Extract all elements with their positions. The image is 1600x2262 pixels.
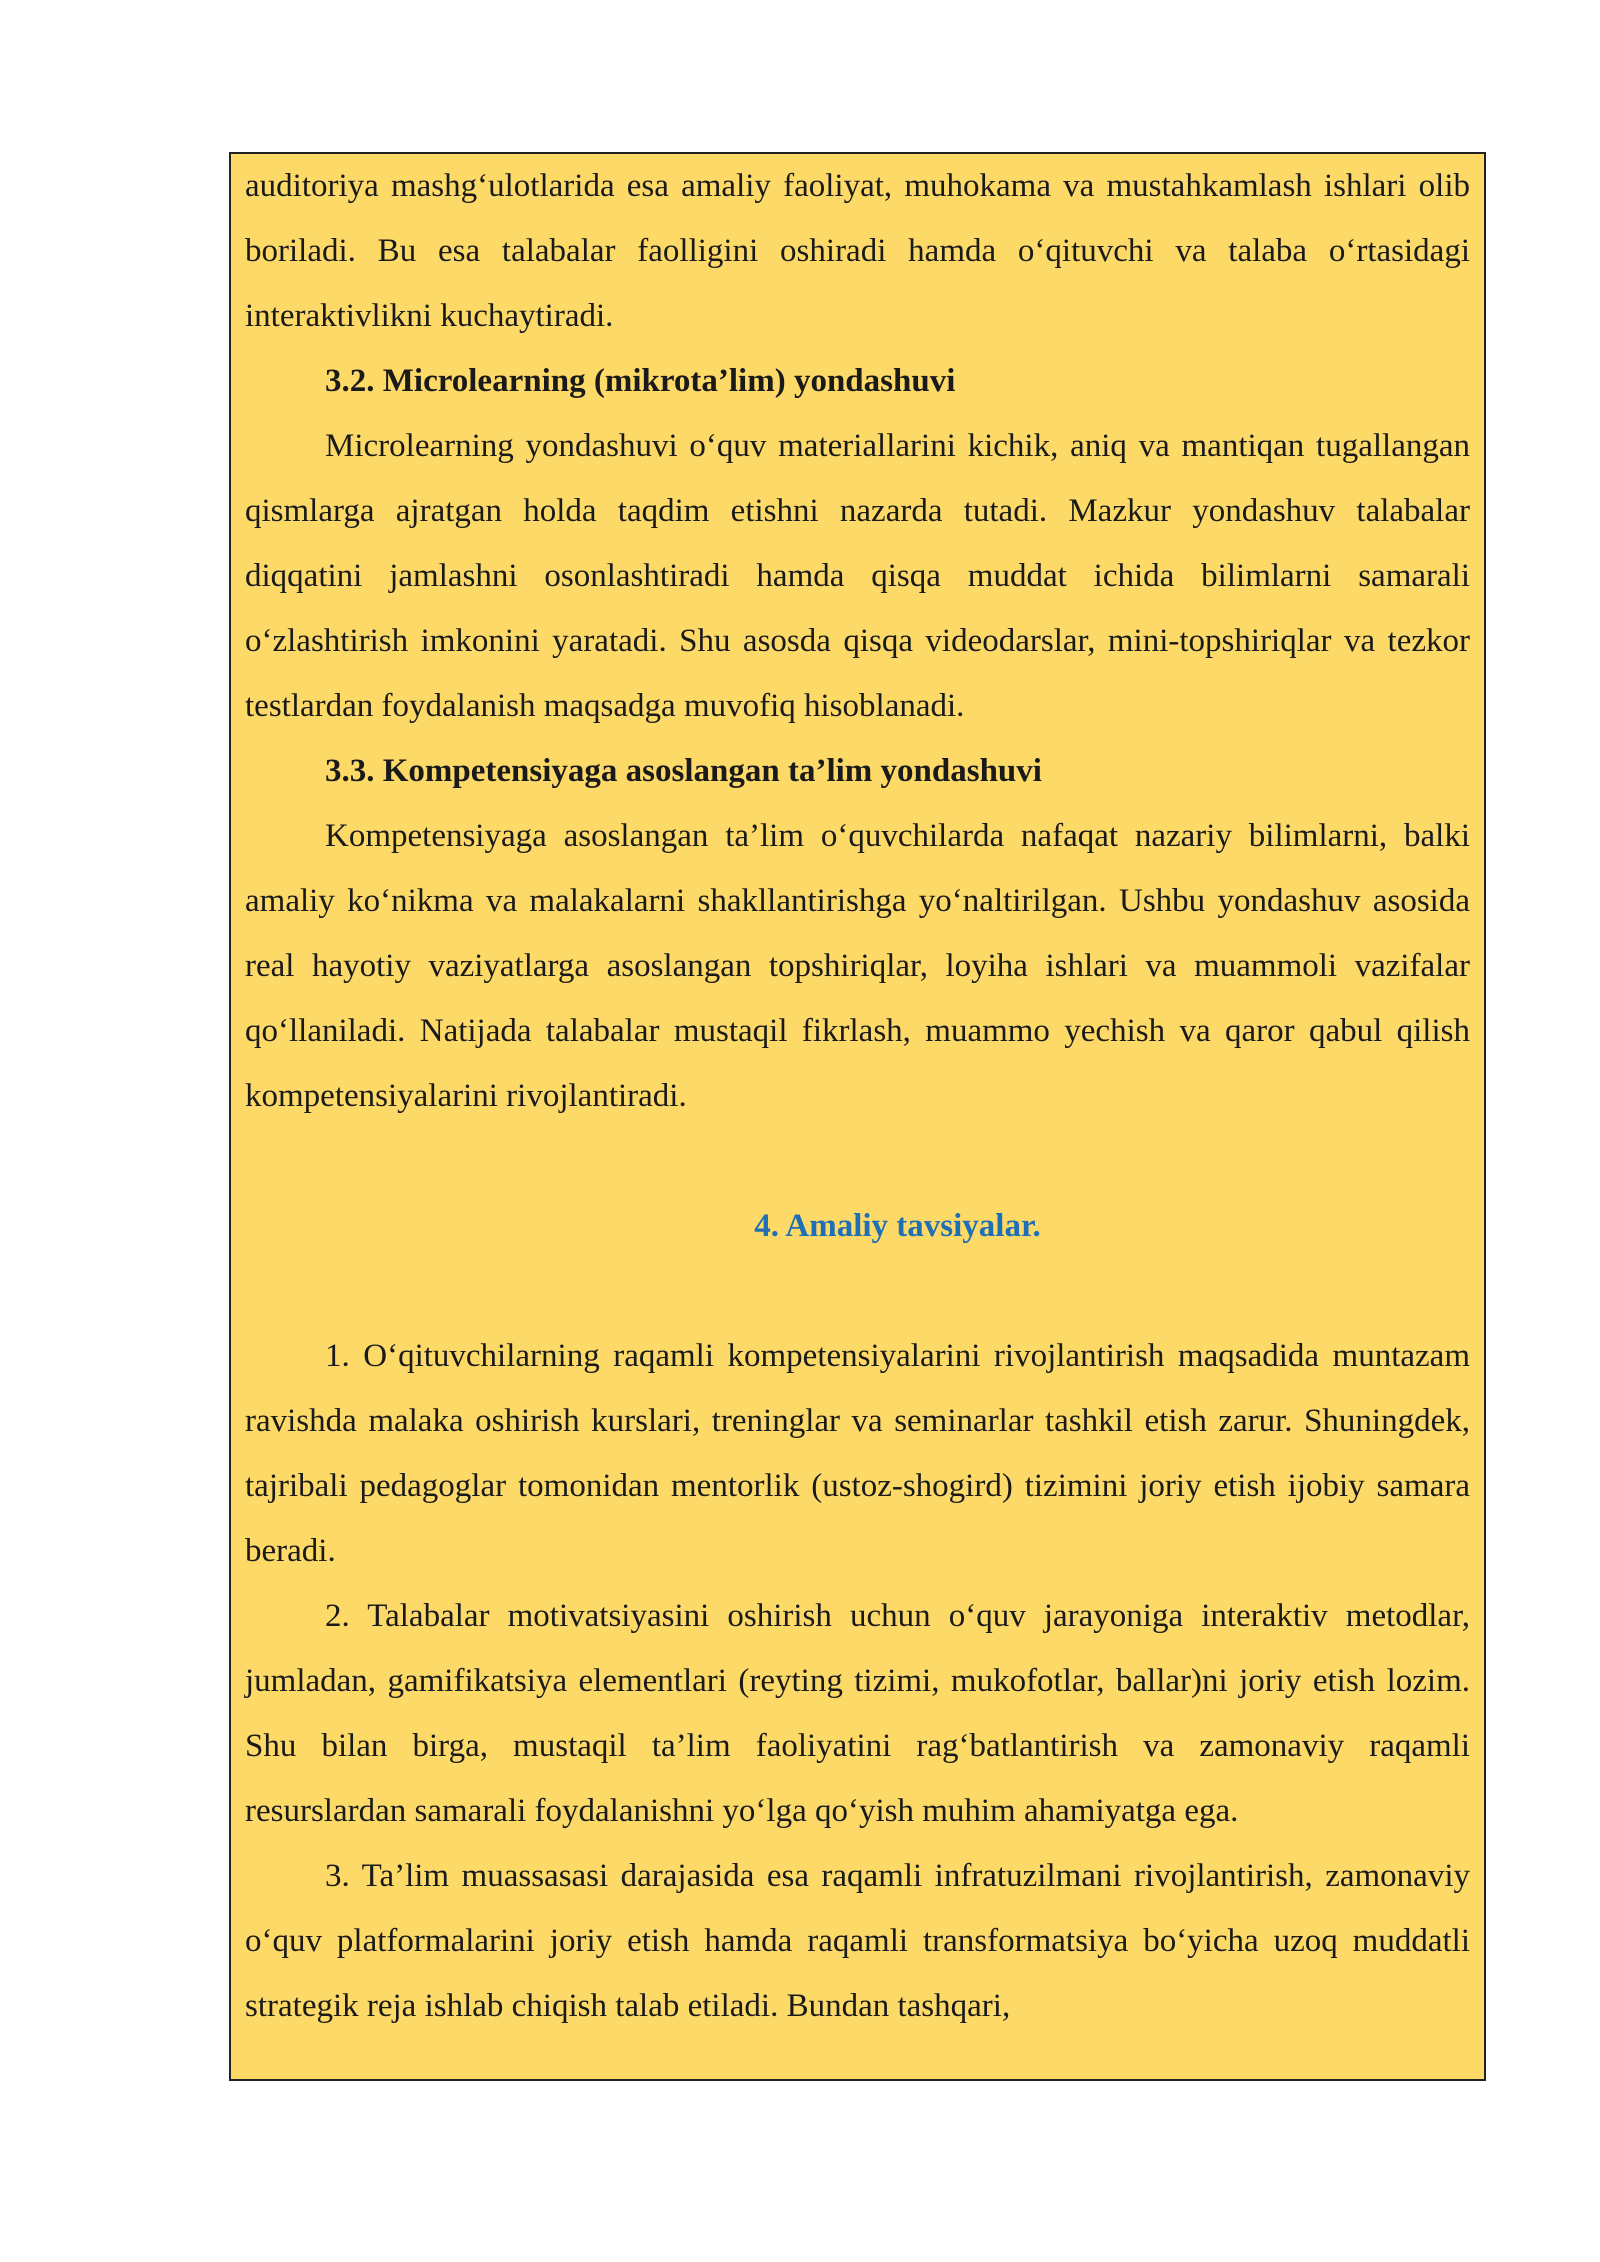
blank-line [245, 1259, 1470, 1324]
recommendation-1: 1. O‘qituvchilarning raqamli kompetensiyalarini rivojlantirish maqsadida muntazam ravishda malaka oshirish kurslari, treninglar va seminarlar tashkil etish zarur. Shuningdek, tajribali pedagoglar tomonidan mentorlik (ustoz-shogird) tizimini joriy etish ijobiy samara beradi. [245, 1338, 1470, 1569]
paragraph-competency: Kompetensiyaga asoslangan ta’lim o‘quvchilarda nafaqat nazariy bilimlarni, balki amaliy ko‘nikma va malakalarni shakllantirishga yo‘naltirilgan. Ushbu yondashuv asosida real hayotiy vaziyatlarga asoslangan topshiriqlar, loyiha ishlari va muammoli vazifalar qo‘llaniladi. Natijada talabalar mustaqil fikrlash, muammo yechish va qaror qabul qilish kompetensiyalarini rivojlantiradi. [245, 818, 1470, 1114]
document-text-box [229, 152, 1486, 2081]
paragraph-microlearning: Microlearning yondashuvi o‘quv materiallarini kichik, aniq va mantiqan tugallangan qismlarga ajratgan holda taqdim etishni nazarda tutadi. Mazkur yondashuv talabalar diqqatini jamlashni osonlashtiradi hamda qisqa muddat ichida bilimlarni samarali o‘zlashtirish imkonini yaratadi. Shu asosda qisqa videodarslar, mini-topshiriqlar va tezkor testlardan foydalanish maqsadga muvofiq hisoblanadi. [245, 428, 1470, 724]
subheading-3-2: 3.2. Microlearning (mikrota’lim) yondashuvi [325, 363, 956, 399]
recommendation-2: 2. Talabalar motivatsiyasini oshirish uchun o‘quv jarayoniga interaktiv metodlar, jumladan, gamifikatsiya elementlari (reyting tizimi, mukofotlar, ballar)ni joriy etish lozim. Shu bilan birga, mustaqil ta’lim faoliyatini rag‘batlantirish va zamonaviy raqamli resurslardan samarali foydalanishni yo‘lga qo‘yish muhim ahamiyatga ega. [245, 1598, 1470, 1829]
text-column [245, 154, 1470, 2039]
section-heading-4: 4. Amaliy tavsiyalar. [754, 1208, 1041, 1244]
paragraph-continuation: auditoriya mashg‘ulotlarida esa amaliy faoliyat, muhokama va mustahkamlash ishlari olib boriladi. Bu esa talabalar faolligini oshiradi hamda o‘qituvchi va talaba o‘rtasidagi interaktivlikni kuchaytiradi. [245, 168, 1470, 334]
subheading-3-3: 3.3. Kompetensiyaga asoslangan ta’lim yondashuvi [325, 753, 1042, 789]
recommendation-3: 3. Ta’lim muassasasi darajasida esa raqamli infratuzilmani rivojlantirish, zamonaviy o‘quv platformalarini joriy etish hamda raqamli transformatsiya bo‘yicha uzoq muddatli strategik reja ishlab chiqish talab etiladi. Bundan tashqari, [245, 1858, 1470, 2024]
blank-line [245, 1129, 1470, 1194]
